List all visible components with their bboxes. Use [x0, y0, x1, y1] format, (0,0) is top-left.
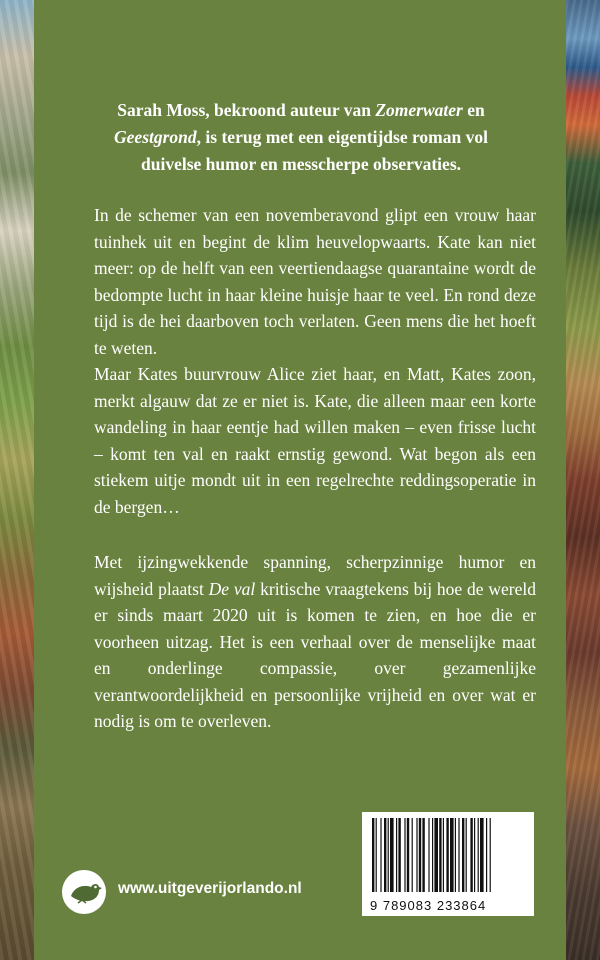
- blurb-paragraph-1: [94, 202, 536, 520]
- painted-right-edge: [566, 0, 600, 960]
- book-title-de-val: De val: [208, 578, 256, 599]
- blurb-paragraph-2: [94, 549, 536, 735]
- intro-text: Sarah Moss, bekroond auteur van: [117, 100, 376, 120]
- book-title-geestgrond: Geestgrond: [114, 127, 197, 147]
- intro-text: en: [462, 100, 485, 120]
- blurb-text: kritische vraagtekens bij hoe de wereld er sinds maart 2020 uit is komen te zien, en hoe die er voorheen uitzag. Het is een verhaal over de menselijke maat en onderlinge compassie, over gezamenlijke verantwoordelijkheid en persoonlijke vrijheid en over wat er nodig is om te overleven.: [94, 578, 536, 731]
- isbn-barcode: [362, 812, 534, 916]
- intro-text: duivelse humor en messcherpe observaties.: [141, 154, 461, 174]
- publisher-website-link[interactable]: www.uitgeverijorlando.nl: [118, 880, 302, 897]
- bird-icon: [62, 870, 106, 914]
- blurb-text: In de schemer van een novemberavond glipt een vrouw haar tuinhek uit en begint de klim heuvelopwaarts. Kate kan niet meer: op de helft van een veertiendaagse quarantaine wordt de bedompte lucht in haar kleine huisje haar te veel. En rond deze tijd is de hei daarboven toch verlaten. Geen mens die het hoeft te weten.: [94, 205, 536, 358]
- blurb-text: Met ijzingwekkende spanning, scherpzinnige humor en wijsheid plaatst: [94, 552, 536, 599]
- book-title-zomerwater: Zomerwater: [375, 100, 463, 120]
- intro-text: , is terug met een eigentijdse roman vol: [196, 127, 488, 147]
- barcode-bars: [372, 818, 524, 892]
- author-intro: [66, 97, 536, 178]
- isbn-number: 9 789083 233864: [370, 898, 487, 913]
- blurb-text: Maar Kates buurvrouw Alice ziet haar, en Matt, Kates zoon, merkt algauw dat ze er niet is. Kate, die alleen maar een korte wandeling in haar eentje had willen maken – even frisse lucht – komt ten val en raakt ernstig gewond. Wat begon als een stiekem uitje mondt uit in een regelrechte reddingsoperatie in de bergen…: [94, 364, 536, 517]
- painted-left-edge: [0, 0, 34, 960]
